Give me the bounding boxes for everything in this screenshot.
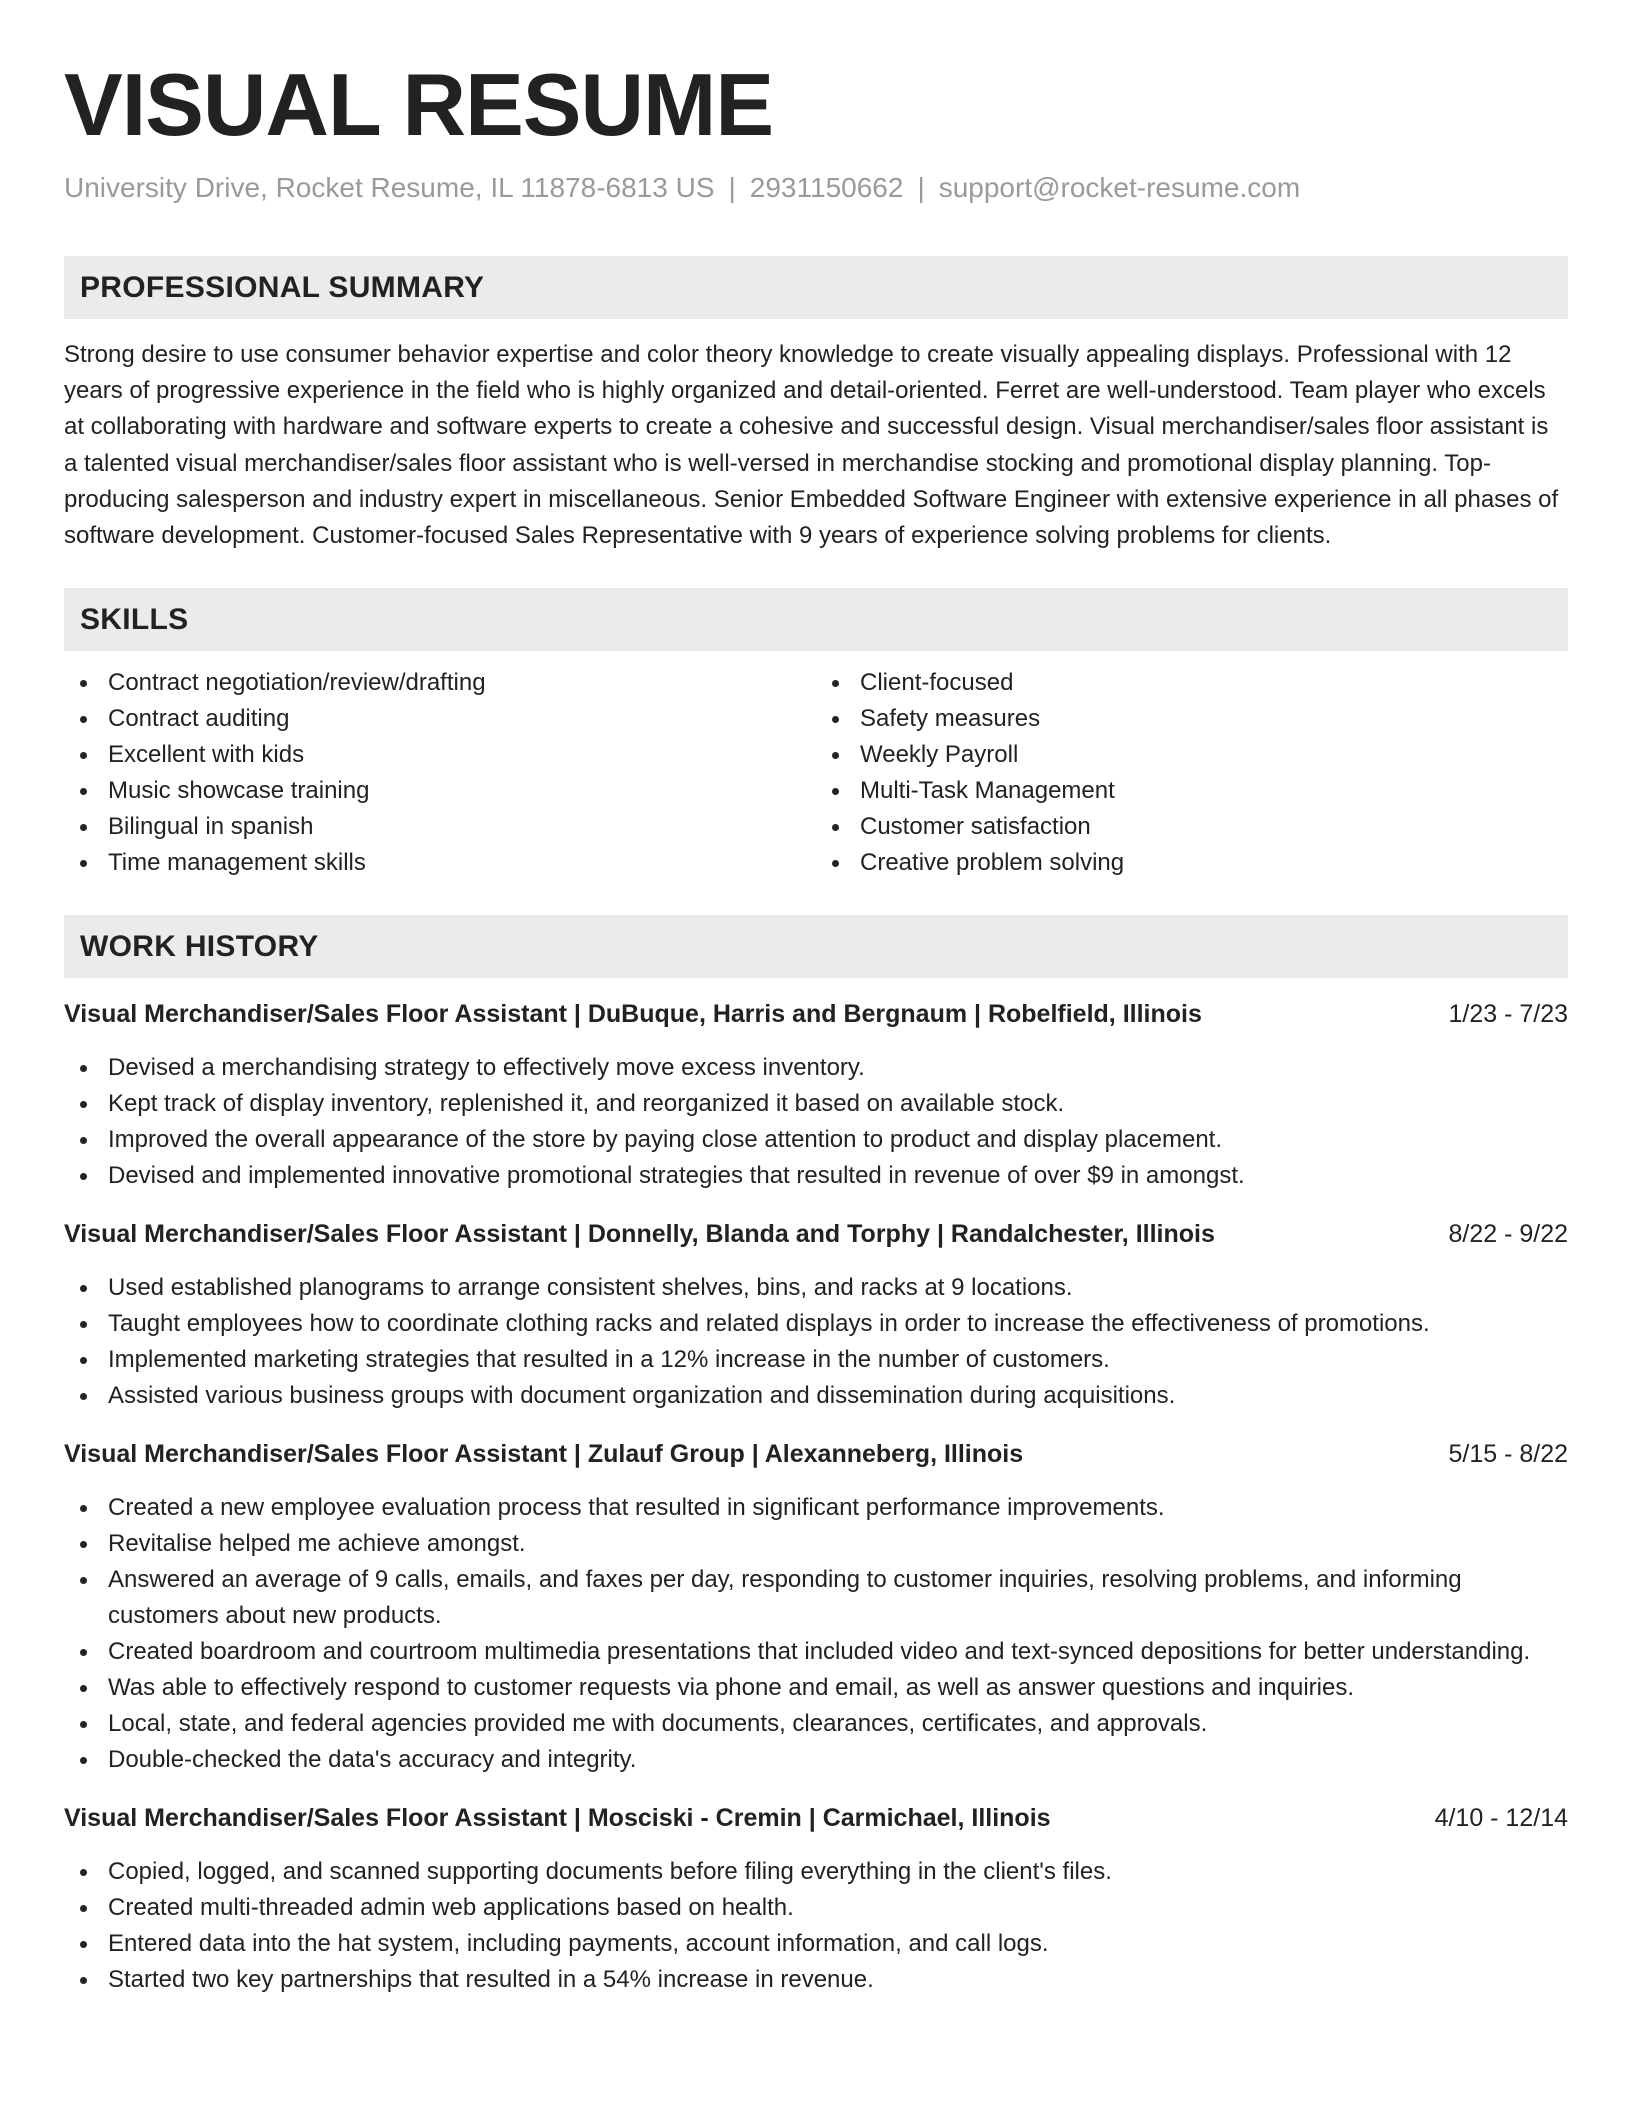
- job-bullet: Improved the overall appearance of the store by paying close attention to product and display placement.: [64, 1122, 1568, 1158]
- skills-column-left: [64, 665, 816, 881]
- job-bullets: [64, 1050, 1568, 1194]
- skills-column-right: [816, 665, 1568, 881]
- job-bullets: [64, 1490, 1568, 1778]
- job-bullet: Used established planograms to arrange consistent shelves, bins, and racks at 9 locations.: [64, 1270, 1568, 1306]
- job-bullet: Was able to effectively respond to customer requests via phone and email, as well as answer questions and inquiries.: [64, 1670, 1568, 1706]
- job-bullet: Started two key partnerships that resulted in a 54% increase in revenue.: [64, 1962, 1568, 1998]
- job-bullet: Entered data into the hat system, including payments, account information, and call logs.: [64, 1926, 1568, 1962]
- summary-section-header: [64, 256, 1568, 319]
- contact-email: support@rocket-resume.com: [938, 172, 1301, 203]
- job-bullet: Devised a merchandising strategy to effectively move excess inventory.: [64, 1050, 1568, 1086]
- job-heading-row: [64, 996, 1568, 1032]
- job-bullets: [64, 1270, 1568, 1414]
- summary-text: Strong desire to use consumer behavior expertise and color theory knowledge to create visually appealing displays. Professional with 12 years of progressive experience in the field who is highly organized and detail-oriented. Ferret are well-understood. Team player who excels at collaborating with hardware and software experts to create a cohesive and successful design. Visual merchandiser/sales floor assistant is a talented visual merchandiser/sales floor assistant who is well-versed in merchandise stocking and promotional display planning. Top-producing salesperson and industry expert in miscellaneous. Senior Embedded Software Engineer with extensive experience in all phases of software development. Customer-focused Sales Representative with 9 years of experience solving problems for clients.: [64, 341, 1559, 550]
- skill-item: Customer satisfaction: [816, 809, 1568, 845]
- skill-item: Multi-Task Management: [816, 773, 1568, 809]
- job-title: Visual Merchandiser/Sales Floor Assistant | Zulauf Group | Alexanneberg, Illinois: [64, 1440, 1024, 1469]
- job-dates: 8/22 - 9/22: [1448, 1220, 1568, 1249]
- skill-item: Contract negotiation/review/drafting: [64, 665, 816, 701]
- skill-item: Excellent with kids: [64, 737, 816, 773]
- job-title: Visual Merchandiser/Sales Floor Assistant | Mosciski - Cremin | Carmichael, Illinois: [64, 1804, 1051, 1833]
- contact-separator: |: [728, 172, 736, 203]
- work-section-header: [64, 915, 1568, 978]
- job-heading-row: [64, 1216, 1568, 1252]
- job-dates: 5/15 - 8/22: [1448, 1440, 1568, 1469]
- job-bullet: Devised and implemented innovative promotional strategies that resulted in revenue of over $9 in amongst.: [64, 1158, 1568, 1194]
- job-bullet: Created multi-threaded admin web applications based on health.: [64, 1890, 1568, 1926]
- skills-list: [64, 665, 1568, 881]
- job-entry: [64, 1436, 1568, 1778]
- summary-section-title: PROFESSIONAL SUMMARY: [80, 270, 485, 304]
- contact-phone: 2931150662: [749, 172, 904, 203]
- job-dates: 4/10 - 12/14: [1434, 1804, 1568, 1833]
- work-section-title: WORK HISTORY: [80, 929, 319, 963]
- skill-item: Time management skills: [64, 845, 816, 881]
- skill-item: Creative problem solving: [816, 845, 1568, 881]
- job-entry: [64, 996, 1568, 1194]
- resume-name: VISUAL RESUME: [64, 55, 774, 154]
- job-entry: [64, 1216, 1568, 1414]
- skill-item: Safety measures: [816, 701, 1568, 737]
- skill-item: Weekly Payroll: [816, 737, 1568, 773]
- skill-item: Bilingual in spanish: [64, 809, 816, 845]
- job-bullet: Created a new employee evaluation process that resulted in significant performance improvements.: [64, 1490, 1568, 1526]
- skill-item: Music showcase training: [64, 773, 816, 809]
- job-bullet: Local, state, and federal agencies provided me with documents, clearances, certificates, and approvals.: [64, 1706, 1568, 1742]
- skills-section-title: SKILLS: [80, 602, 189, 636]
- job-bullet: Created boardroom and courtroom multimedia presentations that included video and text-synced depositions for better understanding.: [64, 1634, 1568, 1670]
- job-heading-row: [64, 1436, 1568, 1472]
- job-entry: [64, 1800, 1568, 1998]
- contact-address: University Drive, Rocket Resume, IL 11878-6813 US: [64, 172, 715, 203]
- job-bullet: Kept track of display inventory, replenished it, and reorganized it based on available stock.: [64, 1086, 1568, 1122]
- job-heading-row: [64, 1800, 1568, 1836]
- job-bullet: Assisted various business groups with document organization and dissemination during acquisitions.: [64, 1378, 1568, 1414]
- job-bullet: Taught employees how to coordinate clothing racks and related displays in order to increase the effectiveness of promotions.: [64, 1306, 1568, 1342]
- contact-line: [64, 170, 1568, 206]
- skill-item: Client-focused: [816, 665, 1568, 701]
- job-bullet: Answered an average of 9 calls, emails, and faxes per day, responding to customer inquiries, resolving problems, and informing customers about new products.: [64, 1562, 1568, 1634]
- job-bullet: Double-checked the data's accuracy and integrity.: [64, 1742, 1568, 1778]
- skill-item: Contract auditing: [64, 701, 816, 737]
- job-title: Visual Merchandiser/Sales Floor Assistant | DuBuque, Harris and Bergnaum | Robelfield, Illinois: [64, 1000, 1202, 1029]
- job-bullets: [64, 1854, 1568, 1998]
- contact-separator: |: [917, 172, 925, 203]
- job-bullet: Copied, logged, and scanned supporting documents before filing everything in the client's files.: [64, 1854, 1568, 1890]
- job-bullet: Implemented marketing strategies that resulted in a 12% increase in the number of customers.: [64, 1342, 1568, 1378]
- work-history: [64, 996, 1568, 1998]
- job-title: Visual Merchandiser/Sales Floor Assistant | Donnelly, Blanda and Torphy | Randalchester, Illinois: [64, 1220, 1215, 1249]
- job-dates: 1/23 - 7/23: [1448, 1000, 1568, 1029]
- skills-section-header: [64, 588, 1568, 651]
- job-bullet: Revitalise helped me achieve amongst.: [64, 1526, 1568, 1562]
